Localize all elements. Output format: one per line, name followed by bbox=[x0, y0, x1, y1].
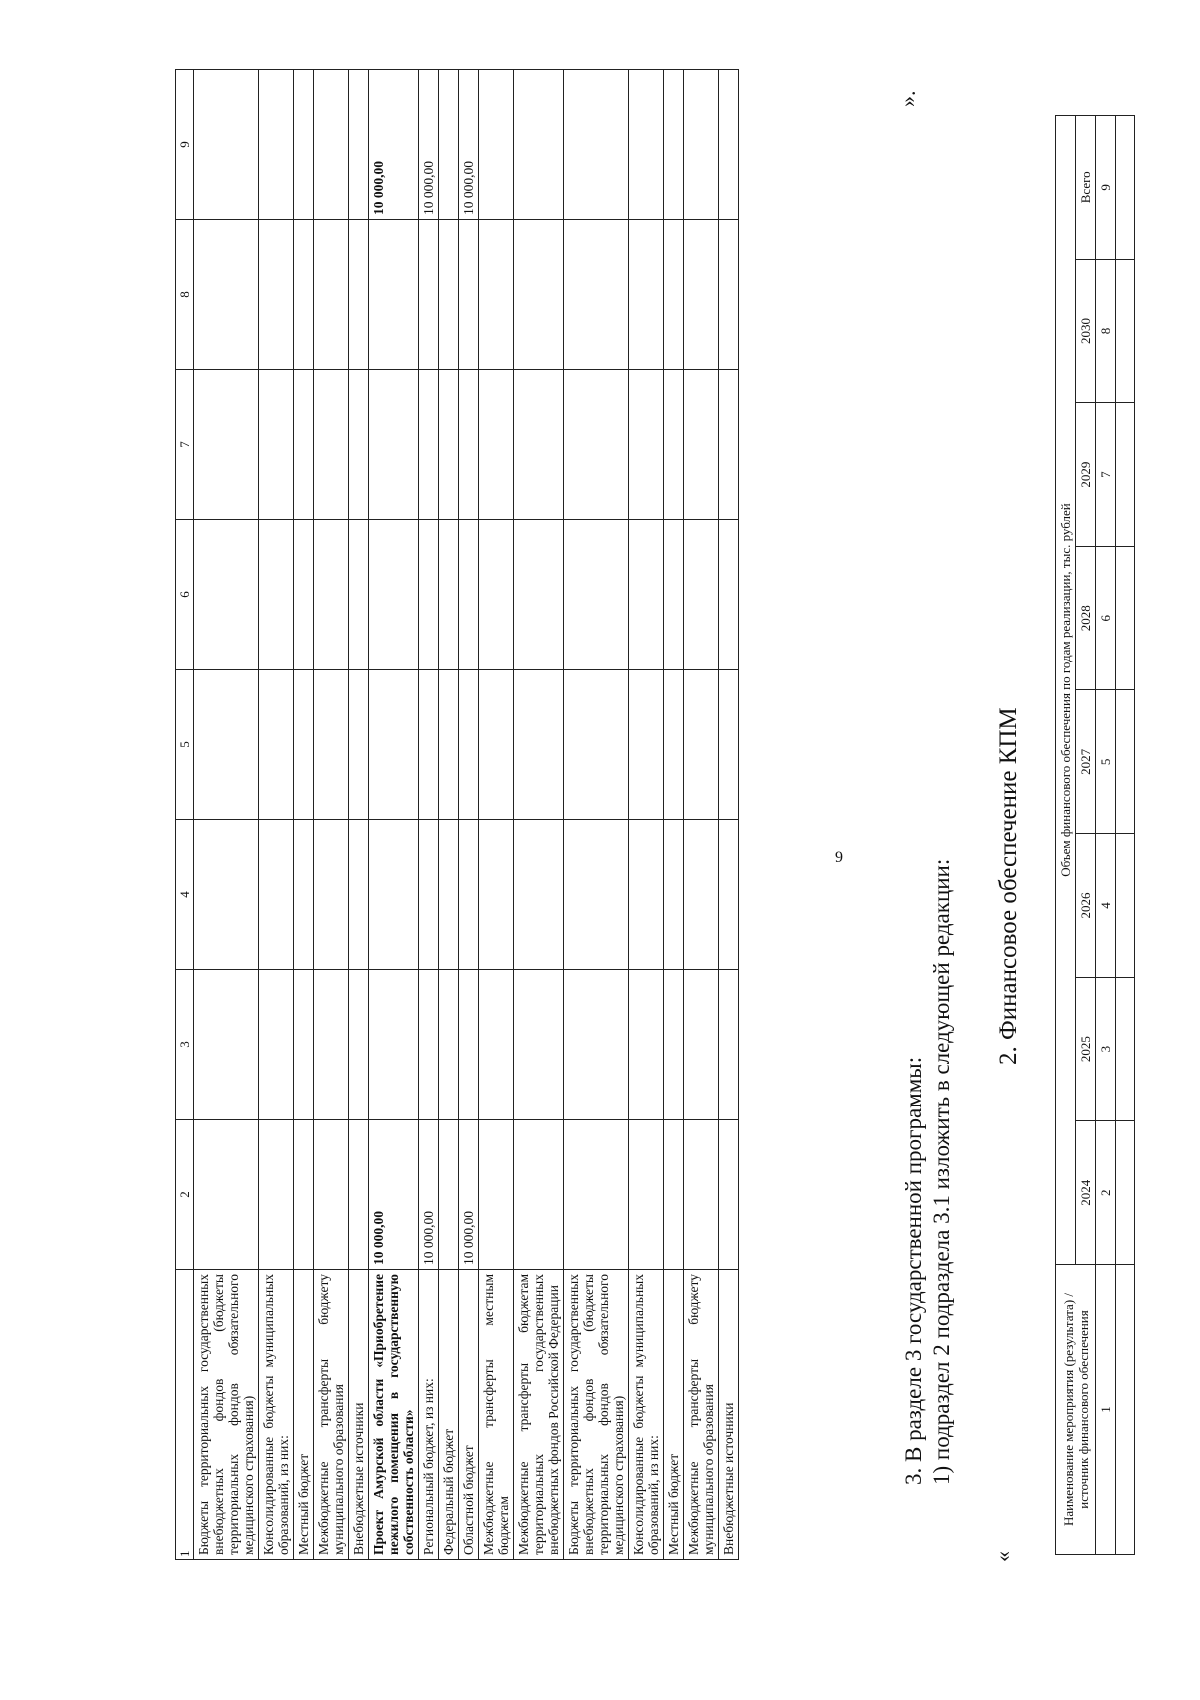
value-cell bbox=[259, 220, 294, 370]
value-cell bbox=[664, 820, 684, 970]
value-cell-2024 bbox=[349, 1120, 369, 1270]
table-row bbox=[664, 70, 684, 1560]
table-cell bbox=[1116, 834, 1135, 978]
value-cell bbox=[629, 970, 664, 1120]
table-cell bbox=[1116, 403, 1135, 547]
value-cell-total: 10 000,00 bbox=[419, 70, 439, 220]
value-cell bbox=[514, 670, 564, 820]
value-cell bbox=[664, 370, 684, 520]
table-row bbox=[349, 70, 369, 1560]
value-cell bbox=[719, 670, 739, 820]
value-cell bbox=[684, 820, 719, 970]
value-cell-2024 bbox=[719, 1120, 739, 1270]
value-cell bbox=[459, 370, 479, 520]
row-label: Межбюджетные трансферты местным бюджетам bbox=[479, 1270, 514, 1560]
row-label: Консолидированные бюджеты муниципальных образований, из них: bbox=[629, 1270, 664, 1560]
row-label: Областной бюджет bbox=[459, 1270, 479, 1560]
value-cell bbox=[479, 220, 514, 370]
value-cell bbox=[439, 370, 459, 520]
table-cell bbox=[1116, 1265, 1135, 1555]
value-cell-total: 10 000,00 bbox=[459, 70, 479, 220]
value-cell bbox=[314, 220, 349, 370]
value-cell bbox=[439, 670, 459, 820]
value-cell bbox=[664, 970, 684, 1120]
col-number: 9 bbox=[1096, 116, 1116, 260]
value-cell bbox=[719, 520, 739, 670]
value-cell bbox=[564, 970, 629, 1120]
value-cell bbox=[629, 670, 664, 820]
value-cell-2024 bbox=[684, 1120, 719, 1270]
value-cell bbox=[349, 370, 369, 520]
value-cell bbox=[194, 220, 259, 370]
col-number: 8 bbox=[1096, 259, 1116, 403]
value-cell bbox=[684, 520, 719, 670]
value-cell bbox=[369, 220, 419, 370]
value-cell bbox=[194, 670, 259, 820]
row-label: Региональный бюджет, из них: bbox=[419, 1270, 439, 1560]
value-cell-total: 10 000,00 bbox=[369, 70, 419, 220]
name-header: Наименование мероприятия (результата) / источник финансового обеспечения bbox=[1056, 1265, 1096, 1555]
value-cell bbox=[684, 970, 719, 1120]
value-cell bbox=[479, 970, 514, 1120]
year-header: 2029 bbox=[1076, 403, 1096, 547]
row-label: Бюджеты территориальных государственных внебюджетных фондов (бюджеты территориальных фондов обязательного медицинского страхования) bbox=[564, 1270, 629, 1560]
value-cell bbox=[419, 820, 439, 970]
value-cell bbox=[259, 520, 294, 670]
volume-header: Объем финансового обеспечения по годам реализации, тыс. рублей bbox=[1056, 116, 1076, 1265]
value-cell-total bbox=[314, 70, 349, 220]
value-cell bbox=[419, 220, 439, 370]
value-cell bbox=[349, 820, 369, 970]
year-header: 2025 bbox=[1076, 977, 1096, 1121]
opening-quote: « bbox=[990, 1551, 1015, 1562]
value-cell bbox=[259, 670, 294, 820]
value-cell bbox=[349, 520, 369, 670]
value-cell bbox=[684, 220, 719, 370]
value-cell-total bbox=[194, 70, 259, 220]
value-cell bbox=[419, 520, 439, 670]
table-row bbox=[369, 70, 419, 1560]
table-cell bbox=[1116, 259, 1135, 403]
value-cell bbox=[439, 970, 459, 1120]
table-row bbox=[514, 70, 564, 1560]
row-label: Федеральный бюджет bbox=[439, 1270, 459, 1560]
col-number: 4 bbox=[1096, 834, 1116, 978]
col-number: 5 bbox=[1096, 690, 1116, 834]
value-cell bbox=[479, 670, 514, 820]
col-number: 4 bbox=[176, 820, 194, 970]
value-cell bbox=[369, 520, 419, 670]
row-label: Консолидированные бюджеты муниципальных образований, из них: bbox=[259, 1270, 294, 1560]
table-row bbox=[294, 70, 314, 1560]
value-cell bbox=[294, 670, 314, 820]
table-cell bbox=[1116, 116, 1135, 260]
value-cell bbox=[479, 820, 514, 970]
value-cell bbox=[684, 370, 719, 520]
row-label: Межбюджетные трансферты бюджету муниципального образования bbox=[314, 1270, 349, 1560]
closing-quote: ». bbox=[895, 90, 920, 107]
col-number: 1 bbox=[176, 1270, 194, 1560]
value-cell bbox=[314, 820, 349, 970]
value-cell bbox=[459, 220, 479, 370]
value-cell-total bbox=[294, 70, 314, 220]
table-row bbox=[314, 70, 349, 1560]
value-cell bbox=[194, 820, 259, 970]
value-cell-2024 bbox=[664, 1120, 684, 1270]
value-cell bbox=[629, 220, 664, 370]
value-cell bbox=[629, 370, 664, 520]
row-label: Бюджеты территориальных государственных внебюджетных фондов (бюджеты территориальных фондов обязательного медицинского страхования) bbox=[194, 1270, 259, 1560]
row-label: Местный бюджет bbox=[294, 1270, 314, 1560]
value-cell-total bbox=[439, 70, 459, 220]
value-cell-total bbox=[719, 70, 739, 220]
value-cell bbox=[194, 970, 259, 1120]
table-row bbox=[564, 70, 629, 1560]
value-cell bbox=[719, 820, 739, 970]
value-cell bbox=[564, 670, 629, 820]
value-cell bbox=[459, 820, 479, 970]
table-body bbox=[194, 70, 739, 1560]
value-cell-2024 bbox=[294, 1120, 314, 1270]
table-row bbox=[194, 70, 259, 1560]
col-number: 7 bbox=[1096, 403, 1116, 547]
value-cell-total bbox=[514, 70, 564, 220]
value-cell bbox=[349, 220, 369, 370]
col-number: 6 bbox=[1096, 546, 1116, 690]
value-cell bbox=[514, 520, 564, 670]
value-cell bbox=[294, 820, 314, 970]
value-cell bbox=[439, 520, 459, 670]
page-number: 9 bbox=[835, 849, 843, 866]
value-cell bbox=[719, 970, 739, 1120]
value-cell bbox=[369, 970, 419, 1120]
paragraph-section-3: 3. В разделе 3 государственной программы: bbox=[901, 1056, 926, 1485]
value-cell bbox=[294, 520, 314, 670]
table-cell bbox=[1116, 1121, 1135, 1265]
value-cell-2024 bbox=[259, 1120, 294, 1270]
section-title: 2. Финансовое обеспечение КПМ bbox=[995, 707, 1022, 1065]
value-cell bbox=[664, 220, 684, 370]
value-cell-2024: 10 000,00 bbox=[419, 1120, 439, 1270]
table-row bbox=[479, 70, 514, 1560]
row-label: Внебюджетные источники bbox=[719, 1270, 739, 1560]
value-cell bbox=[629, 520, 664, 670]
value-cell bbox=[294, 370, 314, 520]
row-label: Внебюджетные источники bbox=[349, 1270, 369, 1560]
value-cell-2024: 10 000,00 bbox=[369, 1120, 419, 1270]
table-row bbox=[684, 70, 719, 1560]
table-colnum-row bbox=[1096, 116, 1116, 1555]
value-cell bbox=[514, 220, 564, 370]
value-cell bbox=[629, 820, 664, 970]
value-cell bbox=[194, 520, 259, 670]
col-number: 3 bbox=[176, 970, 194, 1120]
value-cell bbox=[419, 970, 439, 1120]
value-cell-2024: 10 000,00 bbox=[459, 1120, 479, 1270]
value-cell bbox=[459, 970, 479, 1120]
row-label: Межбюджетные трансферты бюджету муниципального образования bbox=[684, 1270, 719, 1560]
col-number: 1 bbox=[1096, 1265, 1116, 1555]
value-cell bbox=[194, 370, 259, 520]
value-cell-total bbox=[259, 70, 294, 220]
value-cell-total bbox=[684, 70, 719, 220]
value-cell-total bbox=[564, 70, 629, 220]
col-number: 7 bbox=[176, 370, 194, 520]
table-row bbox=[629, 70, 664, 1560]
row-label: Местный бюджет bbox=[664, 1270, 684, 1560]
table-row bbox=[419, 70, 439, 1560]
value-cell bbox=[684, 670, 719, 820]
value-cell bbox=[664, 670, 684, 820]
value-cell bbox=[479, 520, 514, 670]
value-cell bbox=[439, 820, 459, 970]
value-cell bbox=[369, 820, 419, 970]
row-label: Межбюджетные трансферты бюджетам территориальных государственных внебюджетных фондов Российской Федерации bbox=[514, 1270, 564, 1560]
value-cell-2024 bbox=[314, 1120, 349, 1270]
value-cell-2024 bbox=[439, 1120, 459, 1270]
year-header: Всего bbox=[1076, 116, 1096, 260]
table-cell bbox=[1116, 690, 1135, 834]
value-cell bbox=[294, 970, 314, 1120]
year-header: 2024 bbox=[1076, 1121, 1096, 1265]
value-cell bbox=[564, 820, 629, 970]
year-header: 2030 bbox=[1076, 259, 1096, 403]
year-header: 2027 bbox=[1076, 690, 1096, 834]
value-cell bbox=[479, 370, 514, 520]
value-cell bbox=[664, 520, 684, 670]
value-cell bbox=[349, 970, 369, 1120]
value-cell bbox=[514, 970, 564, 1120]
value-cell bbox=[564, 520, 629, 670]
value-cell bbox=[294, 220, 314, 370]
col-number: 2 bbox=[176, 1120, 194, 1270]
value-cell bbox=[314, 970, 349, 1120]
value-cell bbox=[419, 370, 439, 520]
value-cell bbox=[259, 970, 294, 1120]
value-cell bbox=[459, 670, 479, 820]
value-cell-2024 bbox=[194, 1120, 259, 1270]
table-row bbox=[459, 70, 479, 1560]
value-cell bbox=[564, 220, 629, 370]
table-cell bbox=[1116, 546, 1135, 690]
table-row bbox=[719, 70, 739, 1560]
table-row bbox=[439, 70, 459, 1560]
col-number: 5 bbox=[176, 670, 194, 820]
value-cell-total bbox=[629, 70, 664, 220]
table-cell bbox=[1116, 977, 1135, 1121]
year-header: 2028 bbox=[1076, 546, 1096, 690]
value-cell bbox=[719, 370, 739, 520]
row-label: Проект Амурской области «Приобретение нежилого помещения в государственную собственность области» bbox=[369, 1270, 419, 1560]
value-cell bbox=[514, 370, 564, 520]
value-cell-total bbox=[349, 70, 369, 220]
value-cell-total bbox=[664, 70, 684, 220]
value-cell-2024 bbox=[564, 1120, 629, 1270]
value-cell bbox=[349, 670, 369, 820]
value-cell bbox=[369, 370, 419, 520]
col-number: 9 bbox=[176, 70, 194, 220]
financing-kpm-table bbox=[1055, 115, 1135, 1555]
value-cell bbox=[314, 670, 349, 820]
col-number: 6 bbox=[176, 520, 194, 670]
value-cell bbox=[514, 820, 564, 970]
table-row bbox=[259, 70, 294, 1560]
value-cell bbox=[259, 820, 294, 970]
value-cell bbox=[314, 520, 349, 670]
value-cell bbox=[259, 370, 294, 520]
value-cell-2024 bbox=[629, 1120, 664, 1270]
value-cell bbox=[564, 370, 629, 520]
col-number: 3 bbox=[1096, 977, 1116, 1121]
value-cell bbox=[314, 370, 349, 520]
value-cell bbox=[459, 520, 479, 670]
col-number: 8 bbox=[176, 220, 194, 370]
value-cell bbox=[439, 220, 459, 370]
value-cell bbox=[369, 670, 419, 820]
value-cell bbox=[419, 670, 439, 820]
value-cell bbox=[719, 220, 739, 370]
table-header-row bbox=[1056, 116, 1076, 1555]
value-cell-2024 bbox=[479, 1120, 514, 1270]
col-number: 2 bbox=[1096, 1121, 1116, 1265]
table-header-row bbox=[176, 70, 194, 1560]
value-cell-2024 bbox=[514, 1120, 564, 1270]
value-cell-total bbox=[479, 70, 514, 220]
paragraph-subsection: 1) подраздел 2 подраздела 3.1 изложить в следующей редакции: bbox=[929, 858, 954, 1485]
table-empty-row bbox=[1116, 116, 1135, 1555]
year-header: 2026 bbox=[1076, 834, 1096, 978]
financing-table-continued bbox=[175, 69, 739, 1560]
